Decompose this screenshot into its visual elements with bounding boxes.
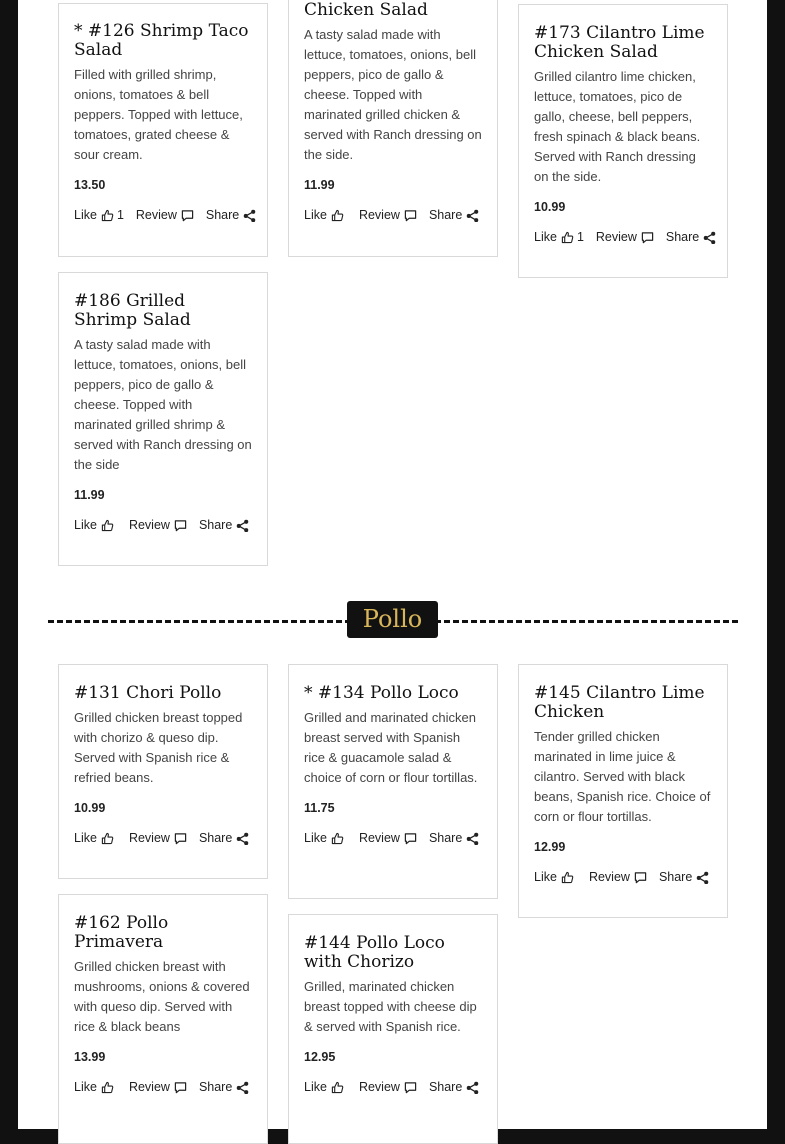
share-button[interactable]: Share: [206, 205, 256, 225]
menu-item-card: [288, 0, 498, 257]
like-button[interactable]: Like: [304, 1077, 347, 1097]
share-icon: [236, 1081, 249, 1094]
comment-icon: [404, 832, 417, 845]
item-description: Grilled chicken breast topped with chorizo & queso dip. Served with Spanish rice & refried beans.: [74, 710, 243, 785]
menu-page: [18, 0, 767, 1129]
thumbs-up-icon: [561, 231, 574, 244]
item-actions: [74, 1077, 252, 1097]
item-title: * #126 Shrimp Taco Salad: [74, 21, 249, 60]
share-button[interactable]: Share: [659, 867, 709, 887]
share-icon: [703, 231, 716, 244]
review-button[interactable]: Review: [129, 515, 187, 535]
item-description: Filled with grilled shrimp, onions, tomatoes & bell peppers. Topped with lettuce, tomatoes, grated cheese & sour cream.: [74, 67, 243, 162]
item-price: 11.99: [74, 488, 105, 502]
item-description: Grilled, marinated chicken breast topped with cheese dip & served with Spanish rice.: [304, 979, 477, 1034]
item-actions: [534, 227, 712, 247]
review-button[interactable]: Review: [589, 867, 647, 887]
review-button[interactable]: Review: [359, 1077, 417, 1097]
like-button[interactable]: Like: [534, 867, 577, 887]
item-price: 10.99: [534, 200, 566, 214]
like-button[interactable]: Like: [304, 828, 347, 848]
item-title: * #134 Pollo Loco: [304, 683, 459, 703]
menu-item-card: [58, 272, 268, 566]
thumbs-up-icon: [101, 209, 114, 222]
share-button[interactable]: Share: [199, 515, 249, 535]
item-actions: [534, 867, 712, 887]
comment-icon: [174, 832, 187, 845]
menu-item-card: [518, 664, 728, 918]
menu-item-card: [288, 664, 498, 899]
like-button[interactable]: Like: [74, 515, 117, 535]
review-button[interactable]: Review: [136, 205, 194, 225]
item-description: A tasty salad made with lettuce, tomatoes, onions, bell peppers, pico de gallo & cheese. Topped with marinated grilled chicken & served with Ranch dressing on the side.: [304, 27, 482, 162]
item-price: 12.95: [304, 1050, 336, 1064]
item-price: 12.99: [534, 840, 566, 854]
comment-icon: [634, 871, 647, 884]
menu-item-card: [288, 914, 498, 1144]
menu-item-card: [58, 664, 268, 879]
like-button[interactable]: Like 1: [74, 205, 124, 225]
comment-icon: [174, 519, 187, 532]
thumbs-up-icon: [101, 519, 114, 532]
menu-item-card: [518, 4, 728, 278]
share-button[interactable]: Share: [429, 205, 479, 225]
share-icon: [236, 832, 249, 845]
item-actions: [304, 205, 482, 225]
comment-icon: [641, 231, 654, 244]
share-icon: [243, 209, 256, 222]
comment-icon: [404, 209, 417, 222]
comment-icon: [404, 1081, 417, 1094]
like-button[interactable]: Like: [74, 828, 117, 848]
item-description: Grilled cilantro lime chicken, lettuce, tomatoes, pico de gallo, cheese, bell peppers, fresh spinach & black beans. Served with Ranch dressing on the side.: [534, 69, 701, 184]
share-button[interactable]: Share: [199, 1077, 249, 1097]
item-actions: [74, 515, 252, 535]
item-title: #173 Cilantro Lime Chicken Salad: [534, 23, 705, 62]
thumbs-up-icon: [331, 209, 344, 222]
share-button[interactable]: Share: [429, 828, 479, 848]
review-button[interactable]: Review: [596, 227, 654, 247]
share-icon: [466, 209, 479, 222]
thumbs-up-icon: [561, 871, 574, 884]
review-button[interactable]: Review: [129, 828, 187, 848]
item-title: #144 Pollo Loco with Chorizo: [304, 933, 445, 972]
item-price: 10.99: [74, 801, 106, 815]
thumbs-up-icon: [331, 832, 344, 845]
item-title: #162 Pollo Primavera: [74, 913, 169, 952]
like-button[interactable]: Like: [304, 205, 347, 225]
share-icon: [466, 1081, 479, 1094]
like-count: 1: [116, 208, 124, 222]
like-count: 1: [576, 230, 584, 244]
share-icon: [696, 871, 709, 884]
item-title: Chicken Salad: [304, 0, 428, 20]
review-button[interactable]: Review: [129, 1077, 187, 1097]
menu-item-card: [58, 894, 268, 1144]
like-button[interactable]: Like 1: [534, 227, 584, 247]
item-actions: [74, 828, 252, 848]
item-description: A tasty salad made with lettuce, tomatoes, onions, bell peppers, pico de gallo & cheese. Topped with marinated grilled shrimp & served with Ranch dressing on the side: [74, 337, 252, 472]
item-price: 13.99: [74, 1050, 106, 1064]
item-description: Grilled and marinated chicken breast served with Spanish rice & guacamole salad & choice of corn or flour tortillas.: [304, 710, 478, 785]
thumbs-up-icon: [101, 832, 114, 845]
like-button[interactable]: Like: [74, 1077, 117, 1097]
menu-item-card: [58, 3, 268, 257]
review-button[interactable]: Review: [359, 828, 417, 848]
item-actions: [74, 205, 252, 225]
item-title: #131 Chori Pollo: [74, 683, 222, 703]
comment-icon: [181, 209, 194, 222]
item-actions: [304, 828, 482, 848]
share-icon: [236, 519, 249, 532]
item-title: #186 Grilled Shrimp Salad: [74, 291, 191, 330]
item-description: Tender grilled chicken marinated in lime juice & cilantro. Served with black beans, Spanish rice. Choice of corn or flour tortillas.: [534, 729, 711, 824]
item-price: 11.75: [304, 801, 335, 815]
review-button[interactable]: Review: [359, 205, 417, 225]
share-button[interactable]: Share: [429, 1077, 479, 1097]
item-price: 13.50: [74, 178, 106, 192]
share-icon: [466, 832, 479, 845]
thumbs-up-icon: [331, 1081, 344, 1094]
thumbs-up-icon: [101, 1081, 114, 1094]
section-title-pollo: Pollo: [347, 601, 438, 638]
item-title: #145 Cilantro Lime Chicken: [534, 683, 705, 722]
comment-icon: [174, 1081, 187, 1094]
item-actions: [304, 1077, 482, 1097]
item-description: Grilled chicken breast with mushrooms, onions & covered with queso dip. Served with rice & black beans: [74, 959, 250, 1034]
share-button[interactable]: Share: [199, 828, 249, 848]
item-price: 11.99: [304, 178, 335, 192]
share-button[interactable]: Share: [666, 227, 716, 247]
